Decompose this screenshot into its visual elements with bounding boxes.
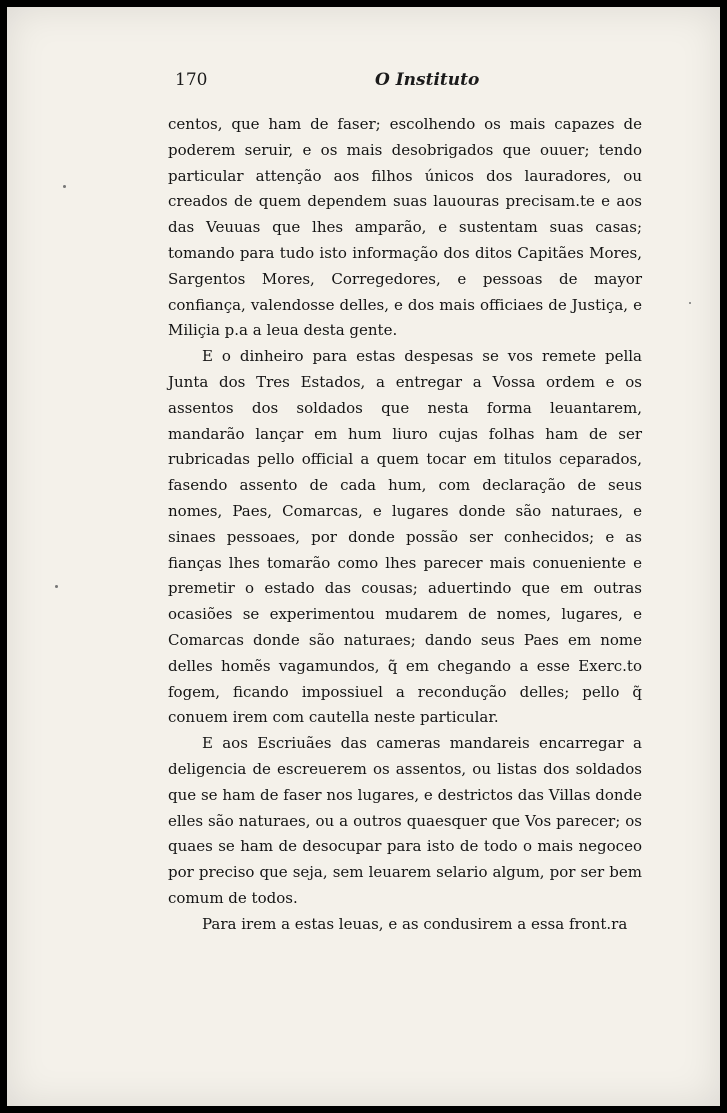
paper-speck [63, 185, 66, 188]
paper-speck [689, 302, 691, 304]
page-number: 170 [175, 70, 208, 90]
paper-speck [55, 585, 58, 588]
body-text [168, 112, 642, 938]
paragraph: centos, que ham de faser; escolhendo os mais capazes de poderem seruir, e os mais desobrigados que ouuer; tendo particular attenção aos filhos únicos dos lauradores, ou creados de quem dependem suas lauouras precisam.te e aos das Veuuas que lhes amparão, e sustentam suas casas; tomando para tudo isto informação dos ditos Capitães Mores, Sargentos Mores, Corregedores, e pessoas de mayor confiança, valendosse delles, e dos mais officiaes de Justiça, e Miliçia p.a a leua desta gente. [168, 115, 642, 340]
running-title: O Instituto [375, 70, 480, 90]
page-header [175, 70, 647, 98]
paragraph: E o dinheiro para estas despesas se vos remete pella Junta dos Tres Estados, a entregar a Vossa ordem e os assentos dos soldados que nesta forma leuantarem, mandarão lançar em hum liuro cujas folhas ham de ser rubricadas pello official a quem tocar em titulos ceparados, fasendo assento de cada hum, com declaração de seus nomes, Paes, Comarcas, e lugares donde são naturaes, e sinaes pessoaes, por donde possão ser conhecidos; e as fianças lhes tomarão como lhes parecer mais conueniente e premetir o estado das cousas; aduertindo que em outras ocasiões se experimentou mudarem de nomes, lugares, e Comarcas donde são naturaes; dando seus Paes em nome delles homẽs vagamundos, q̃ em chegando a esse Exerc.to fogem, ficando impossiuel a recondução delles; pello q̃ conuem irem com cautella neste particular. [168, 347, 642, 727]
paragraph: E aos Escriuães das cameras mandareis encarregar a deligencia de escreuerem os assentos, ou listas dos soldados que se ham de faser nos lugares, e destrictos das Villas donde elles são naturaes, ou a outros quaesquer que Vos parecer; os quaes se ham de desocupar para isto de todo o mais negoceo por preciso que seja, sem leuarem selario algum, por ser bem comum de todos. [168, 734, 642, 907]
paragraph: Para irem a estas leuas, e as condusirem a essa front.ra [202, 914, 628, 933]
